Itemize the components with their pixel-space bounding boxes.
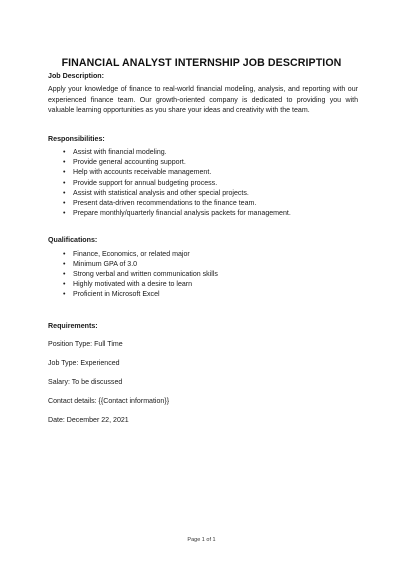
qualifications-heading: Qualifications: (48, 236, 98, 245)
list-item: • Proficient in Microsoft Excel (73, 290, 358, 300)
position-type: Position Type: Full Time (48, 341, 123, 349)
page-number: Page 1 of 1 (187, 537, 216, 543)
list-item: • Minimum GPA of 3.0 (73, 260, 358, 270)
responsibilities-heading: Responsibilities: (48, 134, 105, 143)
list-item: • Present data-driven recommendations to the finance team. (73, 199, 358, 209)
list-item: • Prepare monthly/quarterly financial analysis packets for management. (73, 209, 358, 219)
contact-details: Contact details: {{Contact information}} (48, 397, 170, 405)
salary: Salary: To be discussed (48, 379, 123, 387)
job-description-heading: Job Description: (48, 72, 104, 80)
document-date: Date: December 22, 2021 (48, 416, 129, 424)
list-item: • Highly motivated with a desire to learn (73, 280, 358, 290)
list-item: • Strong verbal and written communication skills (73, 270, 358, 280)
qualifications-list (48, 250, 358, 301)
responsibilities-list (48, 148, 358, 219)
list-item: • Provide support for annual budgeting process. (73, 179, 358, 189)
list-item: • Assist with financial modeling. (73, 148, 358, 158)
job-type: Job Type: Experienced (48, 360, 120, 368)
list-item: • Assist with statistical analysis and other special projects. (73, 189, 358, 199)
list-item: • Provide general accounting support. (73, 158, 358, 168)
requirements-heading: Requirements: (48, 322, 98, 331)
list-item: • Finance, Economics, or related major (73, 250, 358, 260)
list-item: • Help with accounts receivable management. (73, 168, 358, 178)
document-title: FINANCIAL ANALYST INTERNSHIP JOB DESCRIPTION (61, 57, 342, 69)
job-description-text: Apply your knowledge of finance to real-world financial modeling, analysis, and reporting with our experienced finance team. Our growth-oriented company is dedicated to providing you with valuable learning opportunities as you share your ideas and creativity with the team. (48, 86, 358, 115)
document-body (48, 71, 358, 426)
